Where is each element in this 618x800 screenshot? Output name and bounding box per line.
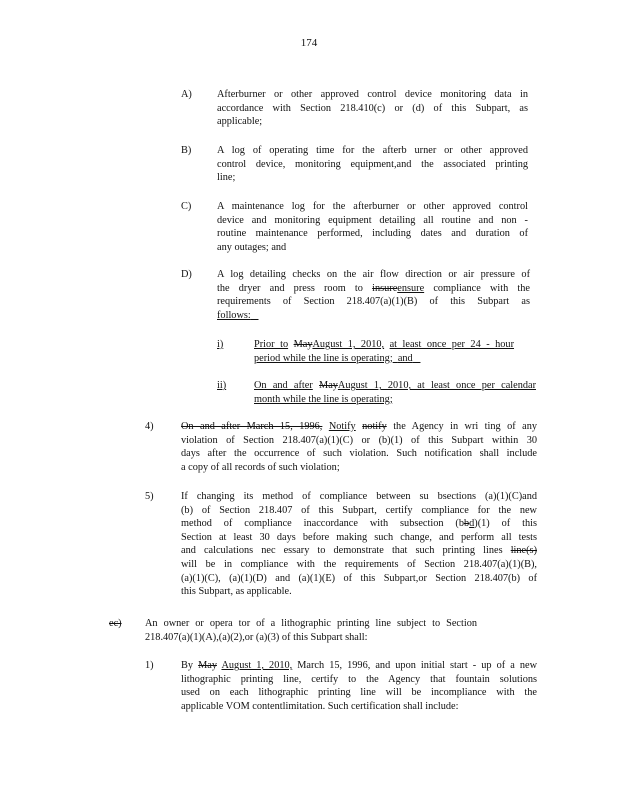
inserted-text: August 1, 2010, [312, 339, 385, 350]
text-line: A maintenance log for the afterburner or other approved control [217, 201, 528, 212]
text-line [254, 338, 514, 352]
item-marker: A) [181, 89, 192, 100]
text-line: lithographic printing line, certify to the Agency that fountain solutions [181, 673, 537, 685]
item-marker: 5) [145, 491, 154, 502]
deleted-text: ec) [109, 618, 122, 629]
inserted-text: Notify [328, 421, 356, 432]
text-run: )(1) of this [474, 518, 537, 530]
text-line: applicable VOM contentlimitation. Such certification shall include: [181, 700, 459, 712]
item-text [217, 200, 528, 254]
item-marker: 1) [145, 660, 154, 671]
text-line: (a)(1)(C), (a)(1)(D) and (a)(1)(E) of this Subpart,or Section 218.407(b) of [181, 572, 537, 584]
inserted-text: Prior to [254, 339, 289, 350]
text-line: An owner or opera tor of a lithographic printing line subject to Section [145, 618, 477, 629]
text-run: the dryer and press room to [217, 282, 363, 294]
text-run: the Agency in wri ting of any [393, 421, 537, 432]
page-number: 174 [300, 37, 318, 49]
text-line: Afterburner or other approved control device monitoring data in [217, 89, 528, 100]
text-line: (b) of Section 218.407 of this Subpart, certify compliance for the new [181, 504, 537, 516]
text-line: 218.407(a)(1)(A),(a)(2),or (a)(3) of this Subpart shall: [145, 631, 368, 643]
text-line: any outages; and [217, 241, 287, 253]
text-line: Section at least 30 days before making such change, and perform all tests [181, 531, 537, 543]
text-line [181, 544, 537, 558]
text-line: A log detailing checks on the air flow direction or air pressure of [217, 269, 530, 280]
item-text [217, 268, 530, 322]
deleted-text: On and after March 15, 1996, [181, 421, 323, 432]
text-line: days after the occurrence of such violation. Such notification shall include [181, 448, 537, 460]
deleted-text: line(s) [510, 545, 537, 557]
text-line [217, 309, 530, 323]
item-marker: ii) [217, 380, 227, 391]
text-line [254, 379, 536, 393]
deleted-text: May [319, 380, 338, 391]
inserted-text: d [469, 518, 475, 530]
text-line [217, 282, 530, 296]
inserted-text: follows: [217, 309, 251, 321]
item-text [181, 490, 537, 599]
deleted-text: b [463, 518, 470, 530]
inserted-text: month while the line is operating; [254, 393, 393, 405]
text-line: used on each lithographic printing line will be incompliance with the [181, 687, 537, 699]
text-line: this Subpart, as applicable. [181, 586, 292, 598]
deleted-text: May [293, 339, 313, 350]
deleted-text: notify [362, 421, 387, 432]
text-line: If changing its method of compliance between su bsections (a)(1)(C)and [181, 491, 537, 502]
text-line [254, 352, 514, 366]
item-text [217, 88, 528, 129]
text-line: line; [217, 172, 236, 184]
item-marker: C) [181, 201, 192, 212]
item-text [217, 144, 528, 185]
text-run: and calculations nec essary to demonstrate that such printing lines [181, 545, 503, 557]
text-line [181, 659, 537, 673]
item-text [181, 420, 537, 474]
text-line: accordance with Section 218.410(c) or (d) of this Subpart, as [217, 102, 528, 114]
item-text [254, 379, 536, 406]
deleted-text: May [198, 660, 217, 671]
text-line: A log of operating time for the afterb urner or other approved [217, 145, 528, 156]
text-line: requirements of Section 218.407(a)(1)(B) of this Subpart as [217, 296, 530, 308]
item-text [254, 338, 514, 365]
text-run: March 15, 1996, and upon initial start - up of a new [297, 660, 538, 671]
item-text [145, 617, 477, 644]
inserted-text: at least once per 24 - hour [389, 339, 515, 350]
text-line: applicable; [217, 116, 263, 128]
deleted-text: insure [372, 282, 398, 294]
inserted-text: and [397, 352, 413, 364]
text-run: By [181, 660, 194, 671]
text-line [254, 393, 536, 407]
text-line [181, 420, 537, 434]
inserted-text: period while the line is operating; [254, 352, 393, 364]
text-line: will be in compliance with the requirements of Section 218.407(a)(1)(B), [181, 558, 537, 570]
text-line: device and monitoring equipment detailing all routine and non - [217, 214, 528, 226]
text-run: compliance with the [433, 282, 530, 294]
inserted-text: On and after [254, 380, 313, 391]
item-marker: B) [181, 145, 192, 156]
text-line: routine maintenance performed, including dates and duration of [217, 228, 528, 240]
inserted-text: ensure [397, 282, 425, 294]
item-marker: i) [217, 339, 224, 350]
item-marker [109, 617, 122, 631]
text-line: violation of Section 218.407(a)(1)(C) or (b)(1) of this Subpart within 30 [181, 434, 537, 446]
inserted-text: August 1, 2010, at least once per calendar [337, 380, 536, 391]
text-line: control device, monitoring equipment,and the associated printing [217, 158, 528, 170]
text-line: a copy of all records of such violation; [181, 461, 340, 473]
text-line [181, 517, 537, 531]
text-run: method of compliance inaccordance with subsection (b [181, 518, 464, 530]
item-marker: D) [181, 269, 192, 280]
item-text [181, 659, 537, 713]
inserted-text: August 1, 2010, [221, 660, 293, 671]
item-marker: 4) [145, 421, 154, 432]
